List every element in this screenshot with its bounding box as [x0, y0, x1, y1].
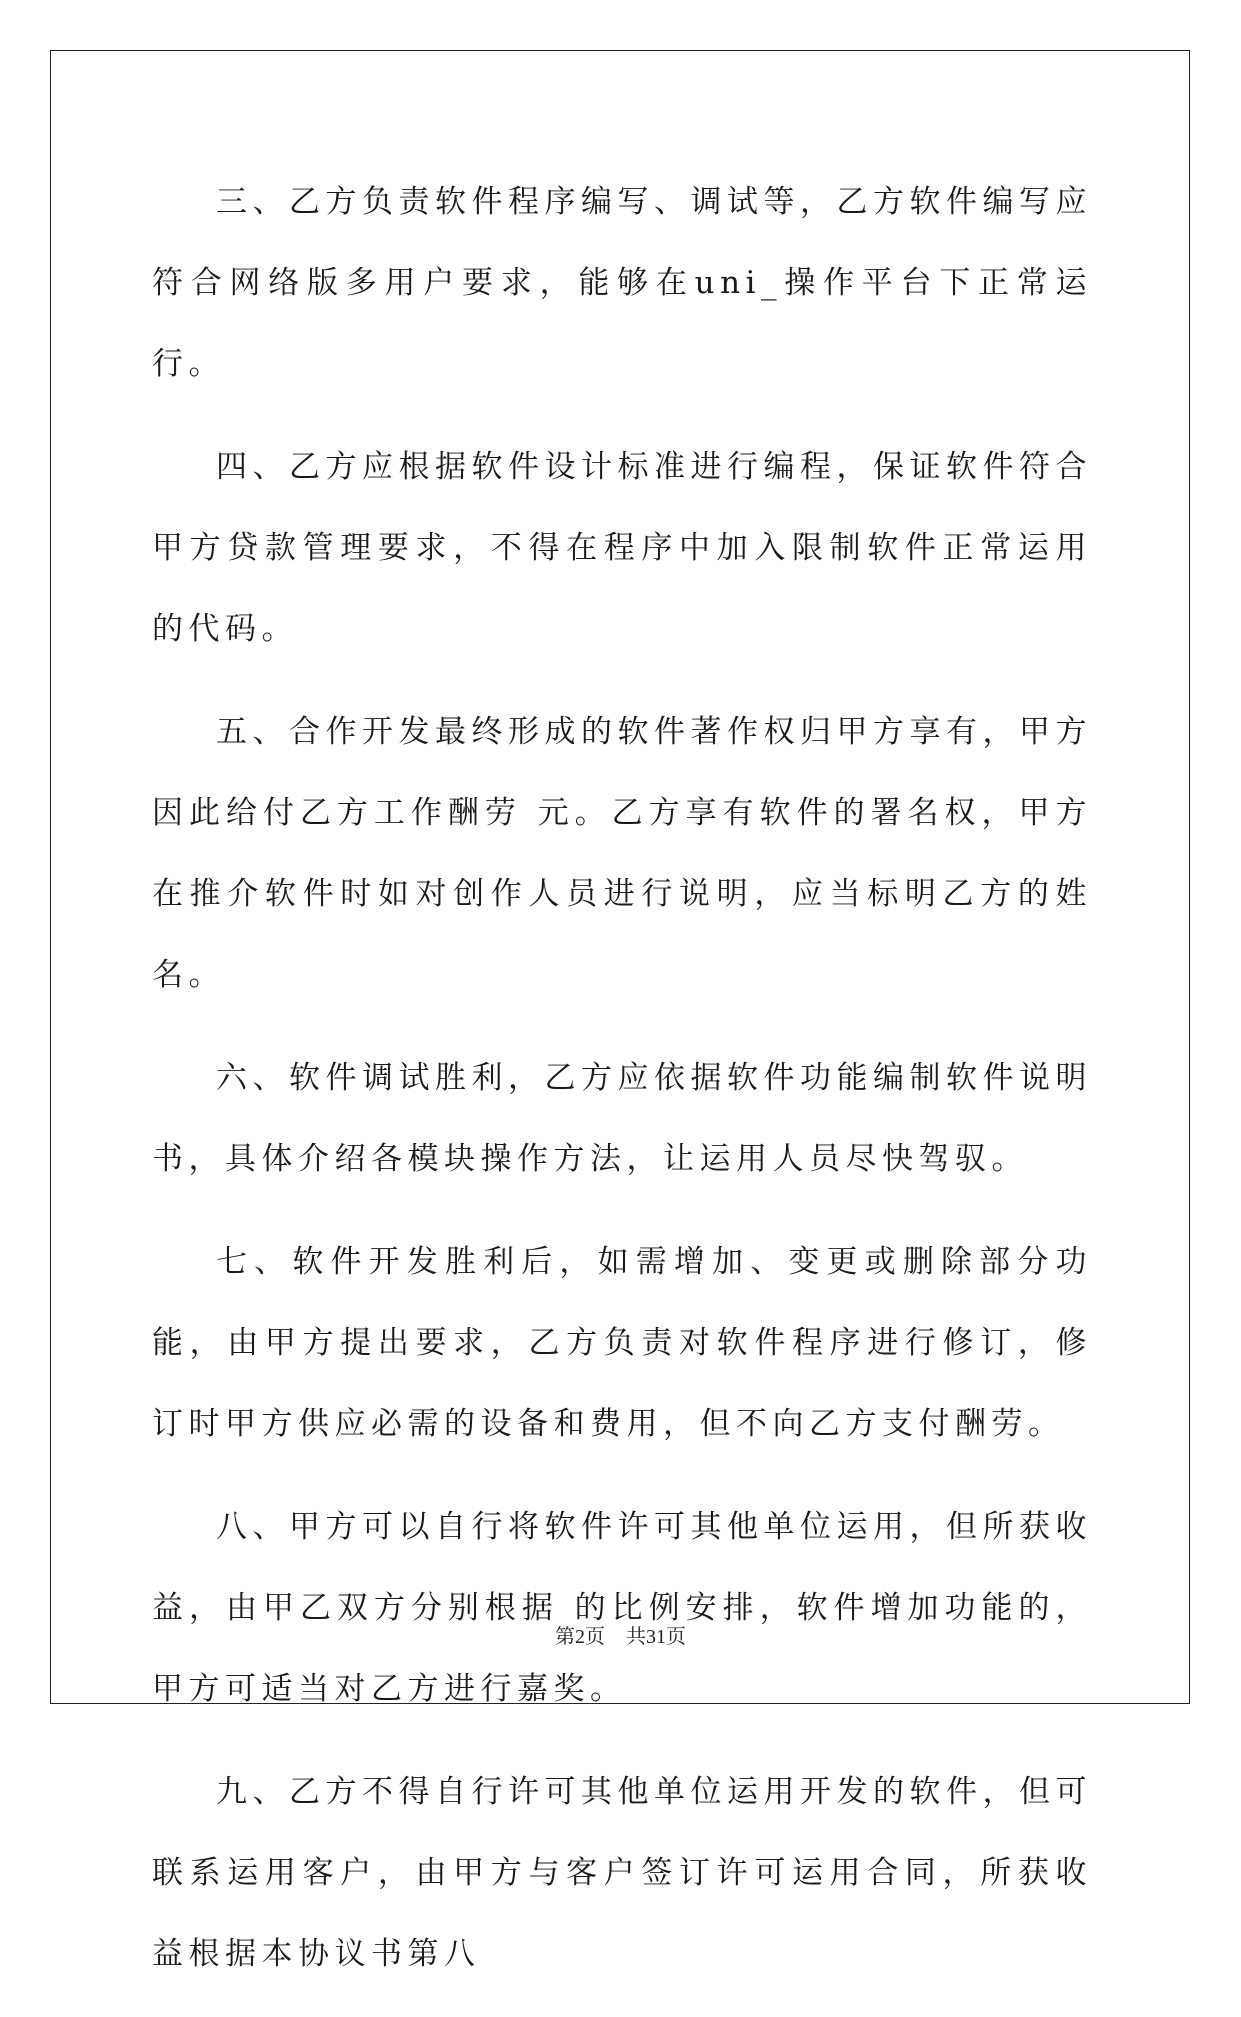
document-body: [152, 162, 1092, 2017]
clause-4: 四、乙方应根据软件设计标准进行编程，保证软件符合甲方贷款管理要求，不得在程序中加入限制软件正常运用的代码。: [152, 449, 1092, 647]
clause-7: 七、软件开发胜利后，如需增加、变更或删除部分功能，由甲方提出要求，乙方负责对软件程序进行修订，修订时甲方供应必需的设备和费用，但不向乙方支付酬劳。: [152, 1244, 1092, 1442]
clause-3: 三、乙方负责软件程序编写、调试等，乙方软件编写应符合网络版多用户要求，能够在uni_操作平台下正常运行。: [152, 184, 1092, 382]
clause-5: 五、合作开发最终形成的软件著作权归甲方享有，甲方因此给付乙方工作酬劳 元。乙方享有软件的署名权，甲方在推介软件时如对创作人员进行说明，应当标明乙方的姓名。: [152, 714, 1092, 993]
page-number: 第2页: [555, 1626, 605, 1648]
total-pages: 共31页: [626, 1626, 686, 1648]
clause-6: 六、软件调试胜利，乙方应依据软件功能编制软件说明书，具体介绍各模块操作方法，让运用人员尽快驾驭。: [152, 1060, 1092, 1177]
page-footer: [0, 1620, 1241, 1649]
clause-9: 九、乙方不得自行许可其他单位运用开发的软件，但可联系运用客户，由甲方与客户签订许可运用合同，所获收益根据本协议书第八: [152, 1774, 1092, 1972]
clause-8: 八、甲方可以自行将软件许可其他单位运用，但所获收益，由甲乙双方分别根据 的比例安排，软件增加功能的，甲方可适当对乙方进行嘉奖。: [152, 1509, 1092, 1707]
